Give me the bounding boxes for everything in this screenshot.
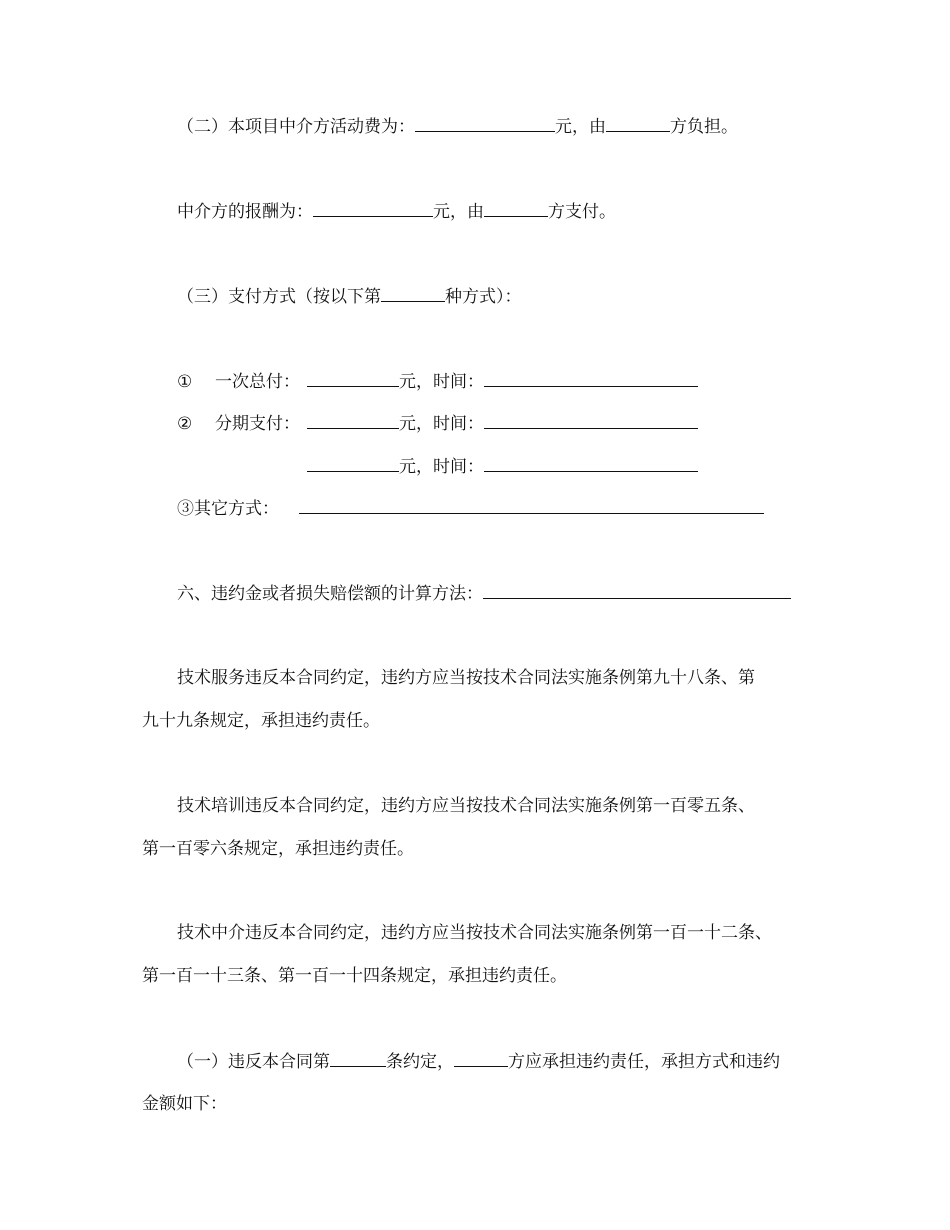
intermediary-paragraph-line-2: 第一百一十三条、第一百一十四条规定，承担违约责任。 xyxy=(142,966,567,986)
service-paragraph-line-1: 技术服务违反本合同约定，违约方应当按技术合同法实施条例第九十八条、第 xyxy=(177,668,755,688)
reward-prefix: 中介方的报酬为： xyxy=(177,202,313,222)
lump-sum-amount-blank[interactable] xyxy=(307,370,399,387)
training-paragraph-line-2: 第一百零六条规定，承担违约责任。 xyxy=(142,839,414,859)
breach-clause-blank[interactable] xyxy=(330,1050,386,1067)
section-six-heading xyxy=(177,582,791,605)
activity-fee-party-blank[interactable] xyxy=(606,115,670,132)
installment-yuan-time-1: 元，时间： xyxy=(399,414,484,434)
training-paragraph-line-1: 技术培训违反本合同约定，违约方应当按技术合同法实施条例第一百零五条、 xyxy=(177,796,755,816)
calculation-method-blank[interactable] xyxy=(483,582,791,599)
breach-party-blank[interactable] xyxy=(454,1050,508,1067)
installment-yuan-time-2: 元，时间： xyxy=(399,457,484,477)
lump-sum-marker: ① xyxy=(177,372,193,392)
reward-suffix: 方支付。 xyxy=(548,202,616,222)
activity-fee-line xyxy=(177,115,738,138)
service-paragraph-line-2: 九十九条规定，承担违约责任。 xyxy=(142,711,380,731)
activity-fee-unit: 元，由 xyxy=(555,117,606,137)
activity-fee-suffix: 方负担。 xyxy=(670,117,738,137)
other-method-blank[interactable] xyxy=(299,497,764,514)
activity-fee-prefix: （二）本项目中介方活动费为： xyxy=(177,117,415,137)
intermediary-paragraph-line-1: 技术中介违反本合同约定，违约方应当按技术合同法实施条例第一百一十二条、 xyxy=(177,923,772,943)
breach-line-1 xyxy=(177,1050,780,1073)
breach-mid: 条约定， xyxy=(386,1052,454,1072)
installment-marker: ② xyxy=(177,414,193,434)
installment-line xyxy=(177,412,698,435)
breach-prefix: （一）违反本合同第 xyxy=(177,1052,330,1072)
other-method-label: ③其它方式： xyxy=(177,499,279,519)
breach-suffix: 方应承担违约责任，承担方式和违约 xyxy=(508,1052,780,1072)
section-six-text: 六、违约金或者损失赔偿额的计算方法： xyxy=(177,584,483,604)
installment-time-blank-2[interactable] xyxy=(484,455,698,472)
reward-party-blank[interactable] xyxy=(484,200,548,217)
payment-title-suffix: 种方式）： xyxy=(445,287,522,307)
reward-amount-blank[interactable] xyxy=(313,200,433,217)
reward-line xyxy=(177,200,616,223)
lump-sum-line xyxy=(177,370,698,393)
installment-line-2 xyxy=(307,455,698,478)
lump-sum-label: 一次总付： xyxy=(215,372,300,392)
lump-sum-yuan-time: 元，时间： xyxy=(399,372,484,392)
activity-fee-amount-blank[interactable] xyxy=(415,115,555,132)
breach-line-2: 金额如下： xyxy=(142,1094,227,1114)
payment-option-blank[interactable] xyxy=(381,285,445,302)
installment-label: 分期支付： xyxy=(215,414,300,434)
installment-time-blank-1[interactable] xyxy=(484,412,698,429)
reward-unit: 元，由 xyxy=(433,202,484,222)
installment-amount-blank-2[interactable] xyxy=(307,455,399,472)
payment-title-prefix: （三）支付方式（按以下第 xyxy=(177,287,381,307)
payment-method-title xyxy=(177,285,522,308)
other-method-line xyxy=(177,497,764,520)
installment-amount-blank-1[interactable] xyxy=(307,412,399,429)
lump-sum-time-blank[interactable] xyxy=(484,370,698,387)
